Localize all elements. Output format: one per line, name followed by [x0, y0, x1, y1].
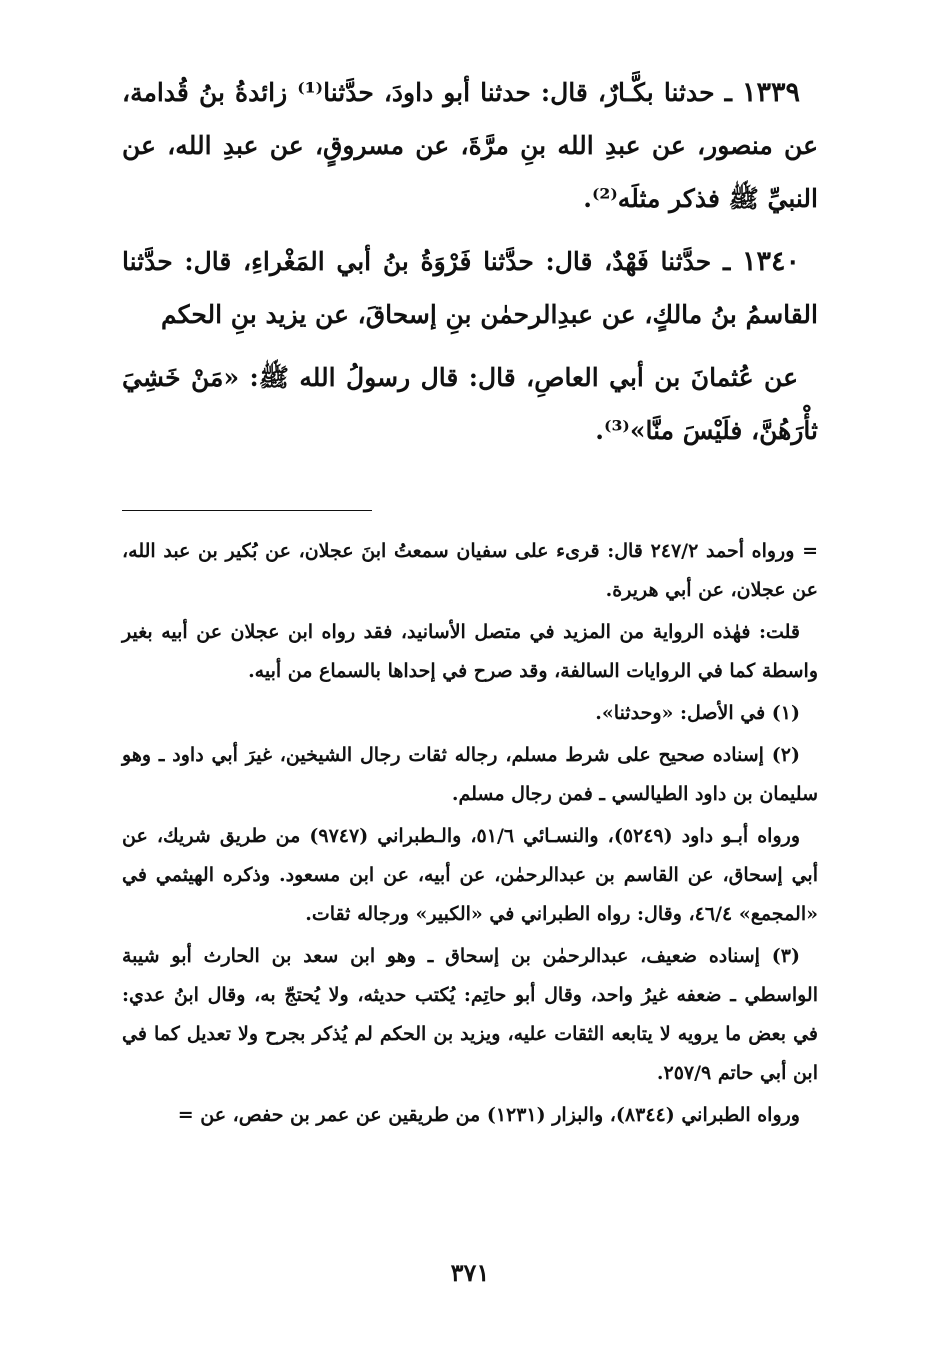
hadith-1340 — [122, 235, 818, 341]
hadith-text: عن عُثمانَ بن أبي العاصِ، قال: قال رسولُ الله ﷺ: «مَنْ خَشِيَ ثأْرَهُنَّ، فلَيْسَ منَّا»⁽³⁾. — [122, 363, 818, 445]
hadith-text: ـ حدثنا بكَّـارٌ، قال: حدثنا أبو داودَ، حدَّثنا⁽¹⁾ زائدةُ بنُ قُدامة، عن منصور، عن عبدِ الله بنِ مرَّةَ، عن مسروقٍ، عن عبدِ الله، عن النبيِّ ﷺ فذكر مثلَه⁽²⁾. — [122, 78, 818, 213]
hadith-1339 — [122, 66, 818, 225]
hadith-text: ـ حدَّثنا فَهْدٌ، قال: حدَّثنا فَرْوَةُ بنُ أبي المَغْراءِ، قال: حدَّثنا القاسمُ بنُ مالكٍ، عن عبدِالرحمٰن بنِ إسحاقَ، عن يزيد بنِ الحكم — [122, 247, 818, 329]
footnote-comment: قلت: فهٰذه الرواية من المزيد في متصل الأسانيد، فقد رواه ابن عجلان عن أبيه بغير واسطة كما في الروايات السالفة، وقد صرح في إحداها بالسماع من أبيه. — [122, 621, 818, 682]
footnote-3-sources: ورواه الطبراني (٨٣٤٤)، والبزار (١٢٣١) من طريقين عن عمر بن حفص، عن = — [177, 1104, 800, 1126]
footnote-3: (٣) إسناده ضعيف، عبدالرحمٰن بن إسحاق ـ وهو ابن سعد بن الحارث أبو شيبة الواسطي ـ ضعفه غيرُ واحد، وقال أبو حاتِم: يُكتب حديثه، ولا يُحتجّ به، وقال ابنُ عدي: في بعض ما يرويه لا يتابعه الثقات عليه، ويزيد بن الحكم لم يُذكر بجرح ولا تعديل كما في ابن أبي حاتم ٢٥٧/٩. — [122, 945, 818, 1084]
footnote-separator — [122, 510, 372, 511]
footnote-2: (٢) إسناده صحيح على شرط مسلم، رجاله ثقات رجال الشيخين، غيرَ أبي داود ـ وهو سليمان بن داود الطيالسي ـ فمن رجال مسلم. — [122, 744, 818, 805]
page-number: ٣٧١ — [450, 1258, 490, 1287]
footnote-continuation: = ورواه أحمد ٢٤٧/٢ قال: قرىء على سفيان سمعتُ ابنَ عجلان، عن بُكير بن عبد الله، عن عجلان، عن أبي هريرة. — [122, 540, 818, 601]
hadith-number: ١٣٤٠ — [741, 246, 800, 277]
hadith-number: ١٣٣٩ — [741, 77, 800, 108]
footnote-2-sources: ورواه أبـو داود (٥٢٤٩)، والنسـائي ٥١/٦، والـطبراني (٩٧٤٧) من طريق شريك، عن أبي إسحاق، عن القاسم بن عبدالرحمٰن، عن أبيه، عن ابن مسعود. وذكره الهيثمي في «المجمع» ٤٦/٤، وقال: رواه الطبراني في «الكبير» ورجاله ثقات. — [122, 825, 818, 925]
page — [122, 66, 818, 1346]
footnotes — [122, 532, 818, 1138]
hadith-1340-matn — [122, 351, 818, 457]
footnote-1: (١) في الأصل: «وحدثنا». — [595, 702, 800, 724]
